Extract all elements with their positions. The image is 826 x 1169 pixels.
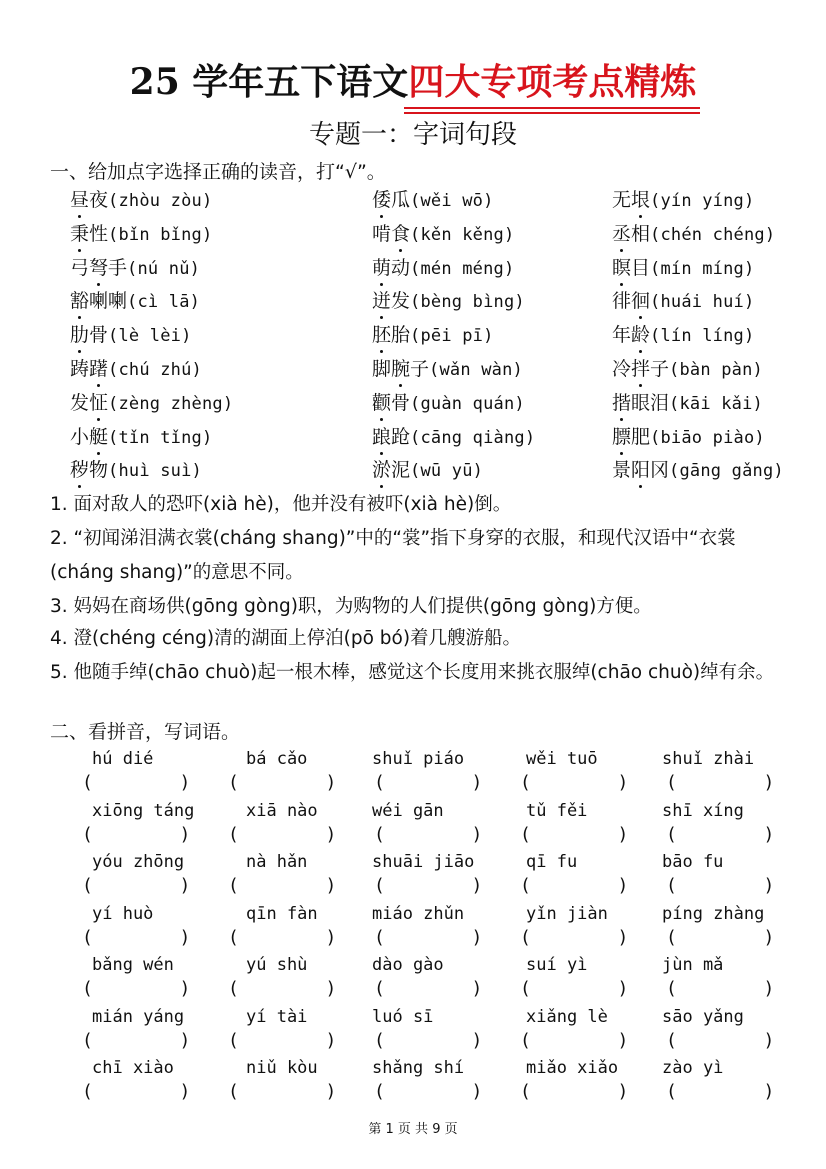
pronunciation-item [70,455,202,486]
pinyin-prompt: shuǐ zhài [662,749,755,769]
pinyin-prompt: jùn mǎ [662,955,724,975]
title-black: 25 学年五下语文 [129,61,409,103]
pronunciation-item [372,320,494,351]
answer-blank[interactable]: ( ) [666,926,775,948]
answer-blank[interactable]: ( ) [520,1081,629,1102]
word: 瞑目 [612,257,650,279]
pronunciation-row [0,320,826,350]
pronunciation-item [612,286,754,317]
answer-blank[interactable]: ( ) [374,1029,483,1051]
pronunciation-item [612,388,763,419]
pinyin-options: (kěn kěng) [410,224,515,245]
word: 冷拌子 [612,358,669,380]
word: 迸发 [372,290,410,312]
pinyin-options: (tǐn tǐng) [108,427,213,448]
answer-blank[interactable]: ( ) [666,1029,775,1051]
pronunciation-item [612,253,754,284]
word: 倭瓜 [372,189,410,211]
answer-blank[interactable]: ( ) [520,978,629,999]
word: 秽物 [70,459,108,481]
answer-blank[interactable]: ( ) [82,1029,191,1051]
pronunciation-item [612,219,775,250]
answer-blank[interactable]: ( ) [228,926,337,948]
answer-blank[interactable]: ( ) [228,823,337,845]
pinyin-prompt: suí yì [526,955,588,975]
answer-blank[interactable]: ( ) [520,823,629,845]
pronunciation-row [0,253,826,283]
word: 揩眼泪 [612,392,669,414]
pinyin-options: (wǎn wàn) [429,360,523,380]
pinyin-prompt: xiǎng lè [526,1006,608,1027]
pinyin-prompt: wěi tuō [526,749,598,769]
pinyin-prompt: yí tài [246,1006,308,1027]
pinyin-options: (huì suì) [108,461,202,482]
answer-blank[interactable]: ( ) [374,772,483,793]
pinyin-options: (biāo piào) [650,427,765,448]
answer-blank[interactable]: ( ) [228,978,337,999]
sentence-item: 4. 澄(chéng céng)清的湖面上停泊(pō bó)着几艘游船。 [50,628,522,649]
pinyin-prompt: yú shù [246,955,308,975]
answer-blank[interactable]: ( ) [520,1029,629,1051]
pinyin-options: (kāi kǎi) [669,393,763,414]
pinyin-options: (gāng gǎng) [669,461,784,482]
pronunciation-row [0,185,826,215]
pronunciation-item [612,320,754,351]
pinyin-prompt: nà hǎn [246,852,308,872]
page-title [0,58,826,106]
sentence-item: 1. 面对敌人的恐吓(xià hè)，他并没有被吓(xià hè)倒。 [50,494,512,515]
pinyin-options: (mén méng) [410,258,515,279]
answer-blank[interactable]: ( ) [82,772,191,793]
pinyin-options: (nú nǔ) [127,258,201,279]
word: 肋骨 [70,324,108,346]
answer-blank[interactable]: ( ) [374,823,483,845]
pronunciation-item [612,354,763,385]
pronunciation-item [70,388,233,419]
pinyin-prompt: shī xíng [662,800,744,821]
pinyin-prompt: shuāi jiāo [372,852,475,872]
word: 徘徊 [612,290,650,312]
page-subtitle: 专题一：字词句段 [308,120,517,150]
word: 脚腕子 [372,358,429,380]
pinyin-options: (pēi pī) [410,326,494,347]
answer-blank[interactable]: ( ) [228,772,337,793]
pinyin-prompt: yǐn jiàn [526,903,608,924]
pinyin-prompt: yóu zhōng [92,852,185,872]
pinyin-options: (bèng bìng) [410,292,525,313]
sentence-item: 5. 他随手绰(chāo chuò)起一根木棒，感觉这个长度用来挑衣服绰(chāo chuò)绰有余。 [50,662,775,683]
answer-blank[interactable]: ( ) [666,1081,775,1102]
pinyin-prompt: wéi gān [372,800,444,821]
pinyin-options: (bàn pàn) [669,360,763,380]
pinyin-prompt: dào gào [372,955,444,975]
pronunciation-item [70,354,202,385]
pronunciation-item [372,286,525,317]
pronunciation-item [612,455,784,486]
pinyin-options: (huái huí) [650,292,755,313]
answer-blank[interactable]: ( ) [82,875,191,896]
answer-blank[interactable]: ( ) [228,1029,337,1051]
pinyin-prompt: bǎng wén [92,955,174,975]
word: 无垠 [612,189,650,211]
pronunciation-item [612,422,765,453]
word: 弓弩手 [70,257,127,279]
pinyin-prompt: bá cǎo [246,749,308,769]
pronunciation-item [372,455,483,486]
pronunciation-row [0,354,826,384]
word: 胚胎 [372,324,410,346]
pinyin-prompt: miǎo xiǎo [526,1058,619,1078]
answer-blank[interactable]: ( ) [82,823,191,845]
pronunciation-item [70,422,212,453]
pronunciation-item [70,185,212,216]
pinyin-options: (cāng qiàng) [410,427,536,448]
section-2-heading: 二、看拼音，写词语。 [50,721,241,743]
section-1-heading: 一、给加点字选择正确的读音，打“√”。 [50,161,386,183]
word: 年龄 [612,324,650,346]
pinyin-prompt: zào yì [662,1058,724,1078]
pinyin-options: (chú zhú) [108,360,202,380]
pronunciation-item [70,219,212,250]
answer-blank[interactable]: ( ) [374,875,483,896]
answer-blank[interactable]: ( ) [228,875,337,896]
word: 踌躇 [70,358,108,380]
answer-blank[interactable]: ( ) [666,875,775,896]
word: 景阳冈 [612,459,669,481]
word: 秉性 [70,223,108,245]
pinyin-prompt: tǔ fěi [526,800,588,821]
pronunciation-row [0,388,826,418]
pinyin-options: (wěi wō) [410,191,494,211]
pinyin-options: (guàn quán) [410,393,525,414]
pinyin-options: (zèng zhèng) [108,393,234,414]
answer-blank[interactable]: ( ) [374,926,483,948]
word: 踉跄 [372,426,410,448]
pronunciation-row [0,422,826,452]
page-footer: 第 1 页 共 9 页 [368,1122,458,1137]
pinyin-prompt: píng zhàng [662,903,765,924]
pinyin-prompt: shǎng shí [372,1058,465,1078]
answer-blank[interactable]: ( ) [666,823,775,845]
pinyin-options: (lín líng) [650,326,755,347]
pinyin-options: (mín míng) [650,258,755,279]
title-highlight: 四大专项考点精炼 [408,58,696,106]
pronunciation-item [70,286,200,317]
word: 啃食 [372,223,410,245]
pronunciation-item [612,185,754,216]
pronunciation-row [0,455,826,485]
pronunciation-item [70,253,200,284]
word: 小艇 [70,426,108,448]
answer-blank[interactable]: ( ) [82,926,191,948]
pinyin-options: (wū yū) [410,461,484,482]
answer-blank[interactable]: ( ) [666,978,775,999]
pronunciation-item [372,253,514,284]
pinyin-prompt: mián yáng [92,1006,185,1027]
pinyin-options: (chén chéng) [650,224,776,245]
pinyin-prompt: yí huò [92,903,154,924]
pinyin-prompt: qī fu [526,852,578,872]
pronunciation-item [70,320,192,351]
pinyin-prompt: sāo yǎng [662,1006,744,1027]
answer-blank[interactable]: ( ) [374,1081,483,1102]
word: 萌动 [372,257,410,279]
pronunciation-item [372,219,514,250]
pinyin-prompt: qīn fàn [246,903,318,924]
word: 丞相 [612,223,650,245]
pinyin-options: (bǐn bǐng) [108,224,213,245]
answer-blank[interactable]: ( ) [228,1081,337,1102]
answer-blank[interactable]: ( ) [82,978,191,999]
word: 发怔 [70,392,108,414]
pinyin-options: (lè lèi) [108,326,192,347]
word: 昼夜 [70,189,108,211]
pronunciation-item [372,185,494,216]
answer-blank[interactable]: ( ) [666,772,775,793]
word: 颧骨 [372,392,410,414]
pronunciation-item [372,354,523,385]
pinyin-options: (yín yíng) [650,191,755,211]
pinyin-prompt: miáo zhǔn [372,903,465,924]
answer-blank[interactable]: ( ) [520,772,629,793]
answer-blank[interactable]: ( ) [520,926,629,948]
pinyin-prompt: niǔ kòu [246,1058,318,1078]
pinyin-prompt: shuǐ piáo [372,749,465,769]
sentence-item: 3. 妈妈在商场供(gōng gòng)职，为购物的人们提供(gōng gòng)方便。 [50,596,652,617]
pinyin-prompt: xiōng táng [92,800,195,821]
pronunciation-row [0,286,826,316]
word: 淤泥 [372,459,410,481]
pinyin-options: (cì lā) [127,292,201,313]
answer-blank[interactable]: ( ) [82,1081,191,1102]
pinyin-prompt: xiā nào [246,800,318,821]
pinyin-options: (zhòu zòu) [108,191,213,211]
pronunciation-item [372,422,535,453]
answer-blank[interactable]: ( ) [374,978,483,999]
pinyin-prompt: hú dié [92,749,154,769]
sentence-item: 2. “初闻涕泪满衣裳(cháng shang)”中的“裳”指下身穿的衣服，和现代汉语中“衣裳(cháng shang)”的意思不同。 [50,528,736,583]
pronunciation-item [372,388,525,419]
word: 豁喇喇 [70,290,127,312]
pinyin-prompt: bāo fu [662,852,724,872]
pinyin-prompt: chī xiào [92,1058,174,1078]
pinyin-prompt: luó sī [372,1006,434,1027]
answer-blank[interactable]: ( ) [520,875,629,896]
word: 膘肥 [612,426,650,448]
pronunciation-row [0,219,826,249]
